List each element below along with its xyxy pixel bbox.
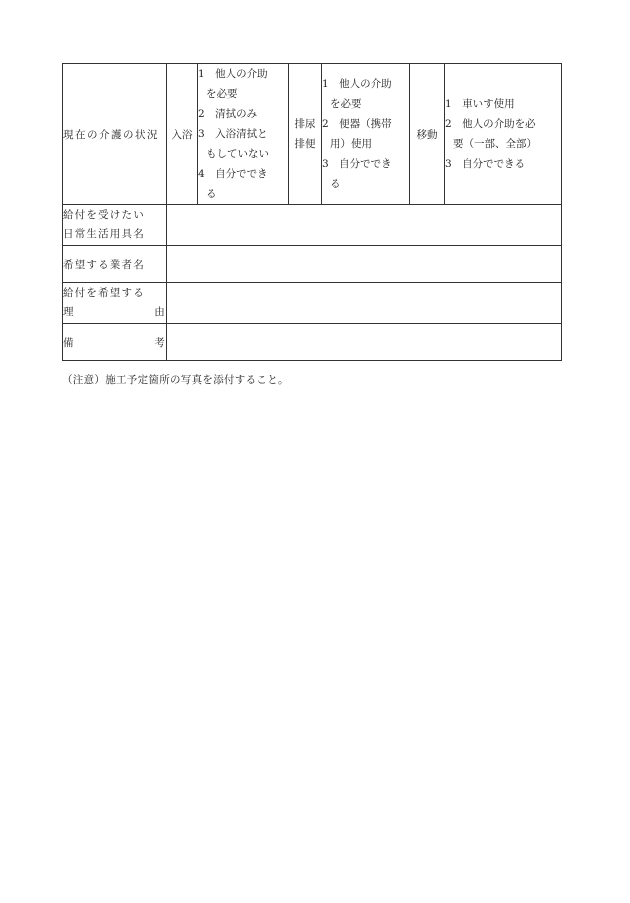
bathing-option-3: 3 入浴清拭と xyxy=(198,128,268,140)
attachment-note: （注意）施工予定箇所の写真を添付すること。 xyxy=(62,374,289,386)
bathing-option-3-cont: もしていない xyxy=(206,148,269,160)
remarks-row xyxy=(63,324,562,361)
toileting-options[interactable] xyxy=(322,64,410,205)
mobility-option-3: 3 自分でできる xyxy=(445,158,526,170)
bathing-options[interactable] xyxy=(198,64,289,205)
care-status-label-text: 現在の介護の状況 xyxy=(63,128,159,141)
toileting-option-1-cont: を必要 xyxy=(330,98,362,110)
bathing-label-cell xyxy=(167,64,198,205)
vendor-label xyxy=(63,246,167,283)
toileting-label-line1: 排尿 xyxy=(294,118,316,130)
toileting-option-2: 2 便器（携帯 xyxy=(322,118,392,130)
vendor-row xyxy=(63,246,562,283)
bathing-option-4-cont: る xyxy=(206,188,217,200)
reason-label-line2 xyxy=(63,303,166,322)
reason-field[interactable] xyxy=(167,283,562,324)
remarks-field[interactable] xyxy=(167,324,562,361)
mobility-label: 移動 xyxy=(416,128,438,141)
equipment-row xyxy=(63,205,562,246)
bathing-option-1-cont: を必要 xyxy=(206,88,238,100)
bathing-option-1: 1 他人の介助 xyxy=(198,68,268,80)
remarks-label-right: 考 xyxy=(154,336,166,349)
remarks-label-left: 備 xyxy=(63,336,75,349)
reason-label xyxy=(63,283,167,324)
bathing-option-2: 2 清拭のみ xyxy=(198,108,258,120)
reason-row xyxy=(63,283,562,324)
remarks-label-text xyxy=(63,335,166,350)
bathing-option-4: 4 自分ででき xyxy=(198,168,268,180)
toileting-option-3: 3 自分ででき xyxy=(322,158,392,170)
reason-label-right: 由 xyxy=(154,306,166,318)
bathing-label: 入浴 xyxy=(171,128,193,141)
equipment-field[interactable] xyxy=(167,205,562,246)
equipment-label-line1: 給付を受けたい xyxy=(63,209,145,221)
care-application-table xyxy=(62,63,562,361)
mobility-option-2: 2 他人の介助を必 xyxy=(445,118,536,130)
care-status-label xyxy=(63,64,167,205)
reason-label-left: 理 xyxy=(63,306,75,318)
toileting-option-3-cont: る xyxy=(330,178,341,190)
mobility-options[interactable] xyxy=(445,64,562,205)
remarks-label xyxy=(63,324,167,361)
mobility-option-1: 1 車いす使用 xyxy=(445,98,515,110)
reason-label-line1: 給付を希望する xyxy=(63,287,145,299)
vendor-field[interactable] xyxy=(167,246,562,283)
toileting-option-1: 1 他人の介助 xyxy=(322,78,392,90)
toileting-option-2-cont: 用）使用 xyxy=(330,138,372,150)
vendor-label-text: 希望する業者名 xyxy=(63,258,145,271)
equipment-label xyxy=(63,205,167,246)
toileting-label-cell xyxy=(289,64,322,205)
care-status-row xyxy=(63,64,562,205)
mobility-label-cell xyxy=(410,64,445,205)
equipment-label-line2: 日常生活用具名 xyxy=(63,228,145,240)
toileting-label-line2: 排便 xyxy=(294,138,316,150)
mobility-option-2-cont: 要（一部、全部） xyxy=(453,138,537,150)
